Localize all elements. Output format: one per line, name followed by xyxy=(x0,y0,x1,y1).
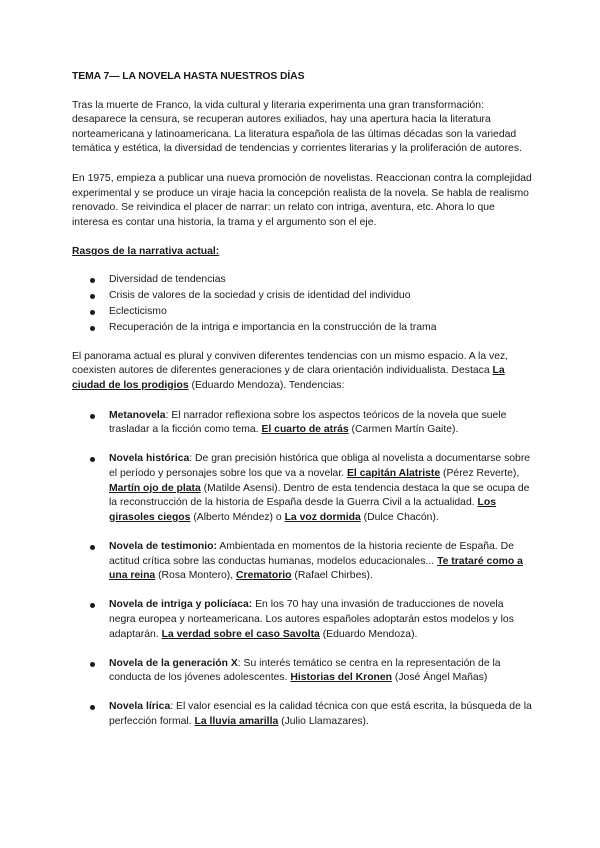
trend-historica xyxy=(109,452,532,525)
trend-text: (Matilde Asensi). Dentro de esta tendencia destaca la que se ocupa de la reconstrucción de la historia de España desde la Guerra Civil a la actualidad. xyxy=(109,482,530,509)
book-title: La ciudad de los prodigios xyxy=(72,365,505,391)
trend-intriga xyxy=(109,598,532,642)
book-title: El capitán Alatriste xyxy=(346,467,441,479)
panorama-paragraph xyxy=(72,350,532,394)
book-title: La verdad sobre el caso Savolta xyxy=(161,628,320,640)
book-title: El cuarto de atrás xyxy=(261,424,349,436)
trend-text: (José Ángel Mañas) xyxy=(392,672,488,684)
rasgos-heading: Rasgos de la narrativa actual: xyxy=(72,246,220,258)
panorama-text: (Eduardo Mendoza). Tendencias: xyxy=(188,380,345,391)
panorama-text: El panorama actual es plural y conviven diferentes tendencias con un mismo espacio. A la vez, coexisten autores de diferentes generaciones y de clara orientación individualista. Destaca xyxy=(72,350,509,377)
trend-text: (Julio Llamazares). xyxy=(278,716,369,728)
book-title: Martín ojo de plata xyxy=(109,482,201,494)
trend-name: Novela de testimonio: xyxy=(109,540,217,552)
book-title: Los girasoles ciegos xyxy=(109,497,496,523)
document-title: TEMA 7— LA NOVELA HASTA NUESTROS DÍAS xyxy=(72,71,305,82)
trend-text: (Dulce Chacón). xyxy=(360,511,439,523)
trend-text: (Pérez Reverte), xyxy=(440,467,520,479)
trend-name: Novela lírica xyxy=(109,701,171,713)
trend-name: Novela de la generación X xyxy=(109,657,238,669)
second-paragraph: En 1975, empieza a publicar una nueva promoción de novelistas. Reaccionan contra la complejidad experimental y se produce un viraje hacia la concepción realista de la novela. Se habla de realismo renovado. Se reivindica el placer de narrar: un relato con intriga, aventura, etc. Ahora lo que interesa es contar una historia, la trama y el argumento son el eje. xyxy=(72,172,532,228)
rasgos-list xyxy=(72,273,532,336)
trend-name: Novela histórica xyxy=(109,453,190,465)
trend-name: Novela de intriga y policíaca: xyxy=(109,599,253,611)
intro-paragraph: Tras la muerte de Franco, la vida cultural y literaria experimenta una gran transformación: desaparece la censura, se recuperan autores exiliados, hay una apertura hacia la literatura norteamericana y latinoamericana. La literatura española de las últimas décadas son la variedad temática y estética, la diversidad de tendencias y corrientes literarias y la proliferación de autores. xyxy=(72,99,522,155)
trend-name: Metanovela xyxy=(109,409,166,421)
trend-generacion-x xyxy=(109,657,532,686)
rasgo-item: Recuperación de la intriga e importancia en la construcción de la trama xyxy=(109,321,532,336)
rasgo-item: Crisis de valores de la sociedad y crisis de identidad del individuo xyxy=(109,289,532,304)
trend-metanovela xyxy=(109,409,532,438)
trend-lirica xyxy=(109,700,532,729)
trend-text: : De gran precisión histórica que obliga al novelista a documentarse sobre el período y personajes sobre los que va a novelar. xyxy=(109,453,531,479)
trend-text: Ambientada en momentos de la historia reciente de España. De actitud crítica sobre las conductas humanas, modelos educacionales... xyxy=(109,540,514,567)
trend-text: (Rosa Montero), xyxy=(155,570,237,582)
trend-text: En los 70 hay una invasión de traducciones de novela negra europea y norteamericana. Los autores españoles adoptarán estos modelos y los adaptarán. xyxy=(109,599,514,640)
trend-text: (Alberto Méndez) o xyxy=(190,511,285,523)
trend-testimonio xyxy=(109,540,532,584)
book-title: La lluvia amarilla xyxy=(194,716,279,728)
trend-text: : El valor esencial es la calidad técnica con que está escrita, la búsqueda de la perfección formal. xyxy=(109,701,532,728)
rasgo-item: Diversidad de tendencias xyxy=(109,273,532,288)
book-title: Crematorio xyxy=(236,570,292,582)
trend-text: : El narrador reflexiona sobre los aspectos teóricos de la novela que suele trasladar a la ficción como tema. xyxy=(109,409,507,436)
book-title: Te trataré como a una reina xyxy=(109,555,523,582)
rasgo-item: Eclecticismo xyxy=(109,305,532,320)
book-title: La voz dormida xyxy=(284,511,361,523)
trend-text: (Carmen Martín Gaite). xyxy=(348,424,459,436)
document-page xyxy=(72,70,532,744)
trend-text: (Rafael Chirbes). xyxy=(291,570,373,582)
trends-list xyxy=(72,409,532,730)
trend-text: (Eduardo Mendoza). xyxy=(319,628,418,640)
trend-text: : Su interés temático se centra en la representación de la conducta de los jóvenes adolescentes. xyxy=(109,657,501,684)
book-title: Historias del Kronen xyxy=(290,672,393,684)
